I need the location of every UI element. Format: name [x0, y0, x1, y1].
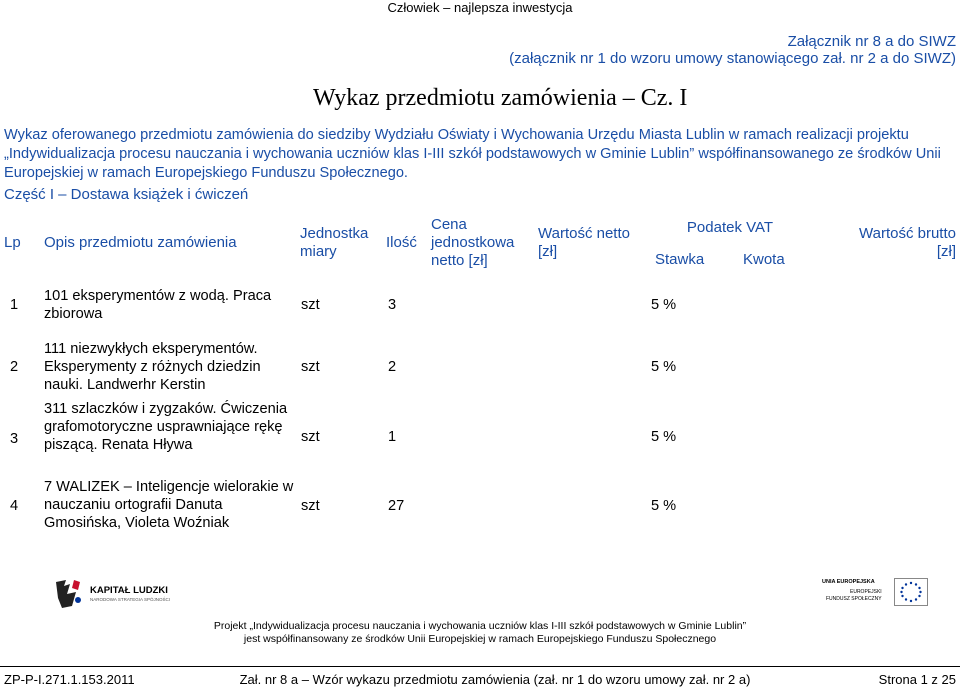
row-2-unit: szt — [301, 359, 320, 375]
eu-logo — [822, 576, 932, 612]
reference-number: ZP-P-I.271.1.153.2011 — [4, 672, 135, 687]
eu-title: UNIA EUROPEJSKA — [822, 579, 875, 585]
part-heading: Część I – Dostawa książek i ćwiczeń — [4, 186, 249, 203]
eu-flag-icon — [894, 578, 928, 606]
row-4-unit: szt — [301, 498, 320, 514]
row-4-lp: 4 — [10, 498, 19, 514]
eu-sub-1: EUROPEJSKI — [850, 589, 882, 595]
row-1-vat-rate: 5 % — [651, 297, 677, 313]
header-vat-amount: Kwota — [743, 251, 785, 268]
footer-divider — [0, 666, 960, 667]
row-2-description: 111 niezwykłych eksperymentów. Eksperymenty z różnych dziedzin nauki. Landwerhr Kerstin — [44, 341, 261, 393]
row-4-vat-rate: 5 % — [651, 498, 677, 514]
attachment-line-1: Załącznik nr 8 a do SIWZ — [787, 33, 956, 50]
document-name: Zał. nr 8 a – Wzór wykazu przedmiotu zamówienia (zał. nr 1 do wzoru umowy zał. nr 2 a) — [239, 672, 751, 687]
row-1-description: 101 eksperymentów z wodą. Praca zbiorowa — [44, 288, 272, 322]
row-3-quantity: 1 — [388, 429, 397, 445]
kapital-ludzki-logo — [52, 576, 212, 612]
project-line-1: Projekt „Indywidualizacja procesu nauczania i wychowania uczniów klas I-III szkół podstawowych w Gminie Lublin” — [213, 620, 747, 632]
row-3-lp: 3 — [10, 431, 19, 447]
kapital-ludzki-subtitle: NARODOWA STRATEGIA SPÓJNOŚCI — [90, 597, 171, 602]
eu-sub-2: FUNDUSZ SPOŁECZNY — [826, 596, 882, 602]
project-footer — [170, 620, 790, 646]
kapital-ludzki-emblem-icon — [52, 576, 86, 612]
row-1-unit: szt — [301, 297, 320, 313]
header-description: Opis przedmiotu zamówienia — [44, 234, 237, 251]
row-2-vat-rate: 5 % — [651, 359, 677, 375]
header-unit-price: Cena jednostkowa netto [zł] — [431, 216, 515, 269]
header-vat-rate: Stawka — [655, 251, 705, 268]
header-tagline: Człowiek – najlepsza inwestycja — [387, 0, 573, 15]
row-1-lp: 1 — [10, 297, 19, 313]
attachment-line-2: (załącznik nr 1 do wzoru umowy stanowiącego zał. nr 2 a do SIWZ) — [509, 50, 956, 67]
row-1-quantity: 3 — [388, 297, 397, 313]
row-2-lp: 2 — [10, 359, 19, 375]
row-3-vat-rate: 5 % — [651, 429, 677, 445]
header-lp: Lp — [4, 234, 21, 251]
header-net-value: Wartość netto [zł] — [538, 225, 630, 260]
row-2-quantity: 2 — [388, 359, 397, 375]
kapital-ludzki-title: KAPITAŁ LUDZKI — [90, 585, 168, 596]
intro-paragraph: Wykaz oferowanego przedmiotu zamówienia do siedziby Wydziału Oświaty i Wychowania Urzędu Miasta Lublin w ramach realizacji projektu „Indywidualizacja procesu nauczania i wychowania uczniów klas I-III szkół podstawowych w Gminie Lublin” współfinansowanego ze środków Unii Europejskiej w ramach Europejskiego Funduszu Społecznego. — [4, 127, 941, 181]
header-quantity: Ilość — [386, 234, 417, 251]
row-3-unit: szt — [301, 429, 320, 445]
page-number: Strona 1 z 25 — [878, 672, 956, 687]
row-4-description: 7 WALIZEK – Inteligencje wielorakie w nauczaniu ortografii Danuta Gmosińska, Violeta Woźniak — [44, 479, 294, 531]
row-3-description: 311 szlaczków i zygzaków. Ćwiczenia grafomotoryczne usprawniające rękę piszącą. Renata Hływa — [44, 401, 288, 453]
project-line-2: jest współfinansowany ze środków Unii Europejskiej w ramach Europejskiego Funduszu Społecznego — [243, 633, 717, 645]
header-unit: Jednostka miary — [300, 225, 369, 260]
header-vat: Podatek VAT — [686, 219, 774, 236]
document-title: Wykaz przedmiotu zamówienia – Cz. I — [313, 85, 688, 111]
header-gross-value: Wartość brutto [zł] — [859, 225, 956, 260]
row-4-quantity: 27 — [388, 498, 405, 514]
